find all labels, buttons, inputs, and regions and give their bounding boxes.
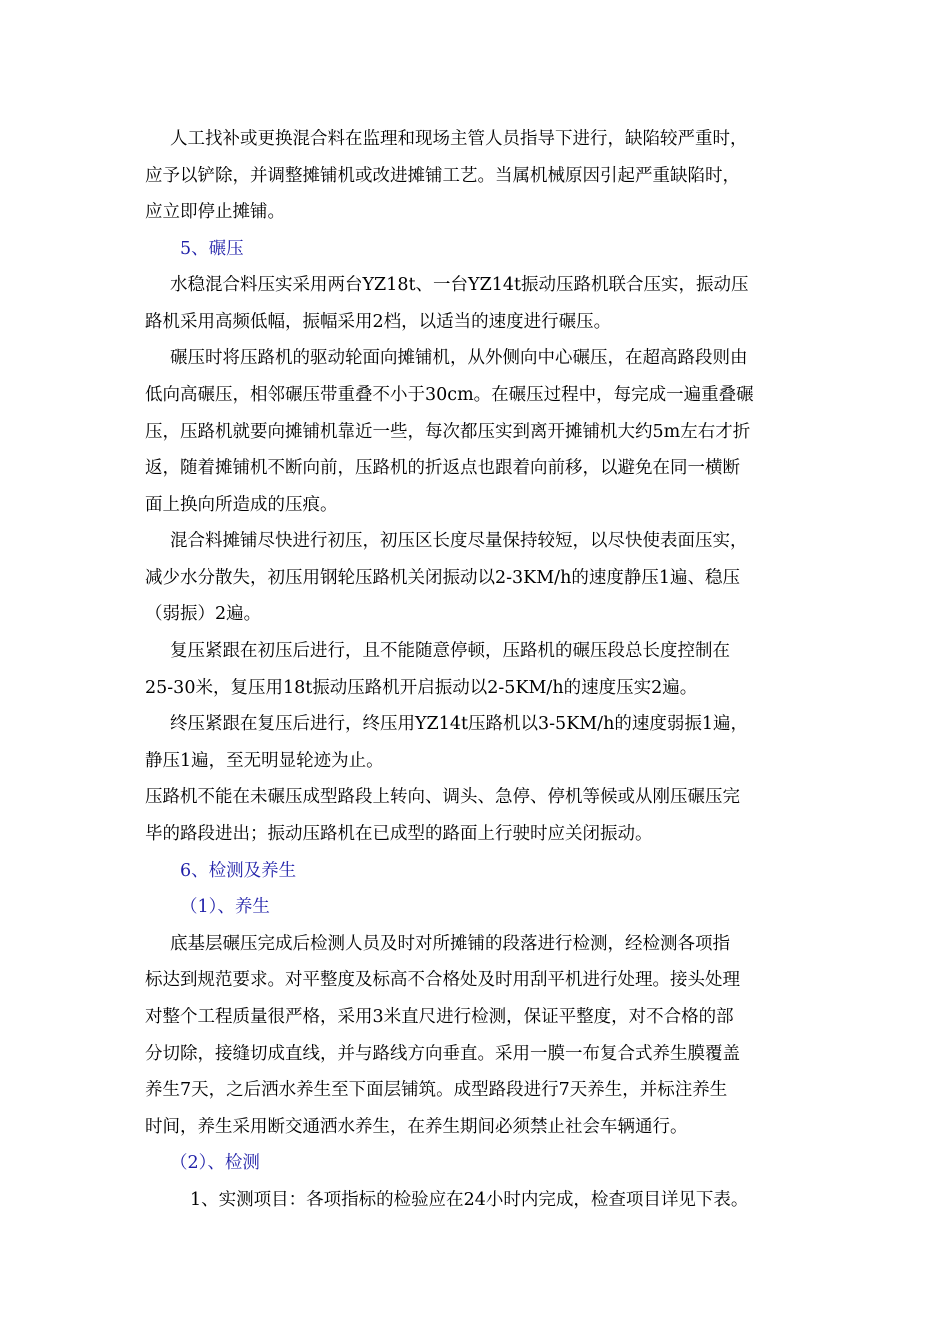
paragraph-line: 25-30米，复压用18t振动压路机开启振动以2-5KM/h的速度压实2遍。 — [145, 678, 698, 698]
paragraph-line: 应立即停止摊铺。 — [145, 202, 285, 222]
paragraph-line: 毕的路段进出；振动压路机在已成型的路面上行驶时应关闭振动。 — [145, 824, 653, 844]
section-heading-6: 6、检测及养生 — [180, 861, 297, 881]
paragraph-line: 应予以铲除，并调整摊铺机或改进摊铺工艺。当属机械原因引起严重缺陷时， — [145, 166, 740, 186]
paragraph-line: 混合料摊铺尽快进行初压，初压区长度尽量保持较短，以尽快使表面压实， — [170, 531, 748, 551]
subsection-heading-curing: （1）、养生 — [180, 897, 270, 917]
paragraph-line: 低向高碾压，相邻碾压带重叠不小于30cm。在碾压过程中，每完成一遍重叠碾 — [145, 385, 754, 405]
list-item: 1、实测项目：各项指标的检验应在24小时内完成，检查项目详见下表。 — [190, 1190, 749, 1210]
paragraph-line: 养生7天，之后洒水养生至下面层铺筑。成型路段进行7天养生，并标注养生 — [145, 1080, 728, 1100]
paragraph-line: 人工找补或更换混合料在监理和现场主管人员指导下进行，缺陷较严重时， — [170, 129, 748, 149]
subsection-heading-inspection: （2）、检测 — [170, 1153, 260, 1173]
paragraph-line: （弱振）2遍。 — [145, 604, 262, 624]
paragraph-line: 标达到规范要求。对平整度及标高不合格处及时用刮平机进行处理。接头处理 — [145, 970, 740, 990]
paragraph-line: 压路机不能在未碾压成型路段上转向、调头、急停、停机等候或从刚压碾压完 — [145, 787, 740, 807]
paragraph-line: 复压紧跟在初压后进行，且不能随意停顿，压路机的碾压段总长度控制在 — [170, 641, 730, 661]
paragraph-line: 时间，养生采用断交通洒水养生，在养生期间必须禁止社会车辆通行。 — [145, 1117, 688, 1137]
paragraph-line: 减少水分散失，初压用钢轮压路机关闭振动以2-3KM/h的速度静压1遍、稳压 — [145, 568, 740, 588]
paragraph-line: 水稳混合料压实采用两台YZ18t、一台YZ14t振动压路机联合压实，振动压 — [170, 275, 749, 295]
paragraph-line: 静压1遍，至无明显轮迹为止。 — [145, 751, 384, 771]
paragraph-line: 返，随着摊铺机不断向前，压路机的折返点也跟着向前移，以避免在同一横断 — [145, 458, 740, 478]
paragraph-line: 路机采用高频低幅，振幅采用2档，以适当的速度进行碾压。 — [145, 312, 612, 332]
paragraph-line: 底基层碾压完成后检测人员及时对所摊铺的段落进行检测，经检测各项指 — [170, 934, 730, 954]
paragraph-line: 面上换向所造成的压痕。 — [145, 495, 338, 515]
section-heading-5: 5、碾压 — [180, 239, 244, 259]
paragraph-line: 对整个工程质量很严格，采用3米直尺进行检测，保证平整度，对不合格的部 — [145, 1007, 734, 1027]
paragraph-line: 终压紧跟在复压后进行，终压用YZ14t压路机以3-5KM/h的速度弱振1遍， — [170, 714, 748, 734]
paragraph-line: 碾压时将压路机的驱动轮面向摊铺机，从外侧向中心碾压，在超高路段则由 — [170, 348, 748, 368]
paragraph-line: 压，压路机就要向摊铺机靠近一些，每次都压实到离开摊铺机大约5m左右才折 — [145, 422, 751, 442]
paragraph-line: 分切除，接缝切成直线，并与路线方向垂直。采用一膜一布复合式养生膜覆盖 — [145, 1044, 740, 1064]
